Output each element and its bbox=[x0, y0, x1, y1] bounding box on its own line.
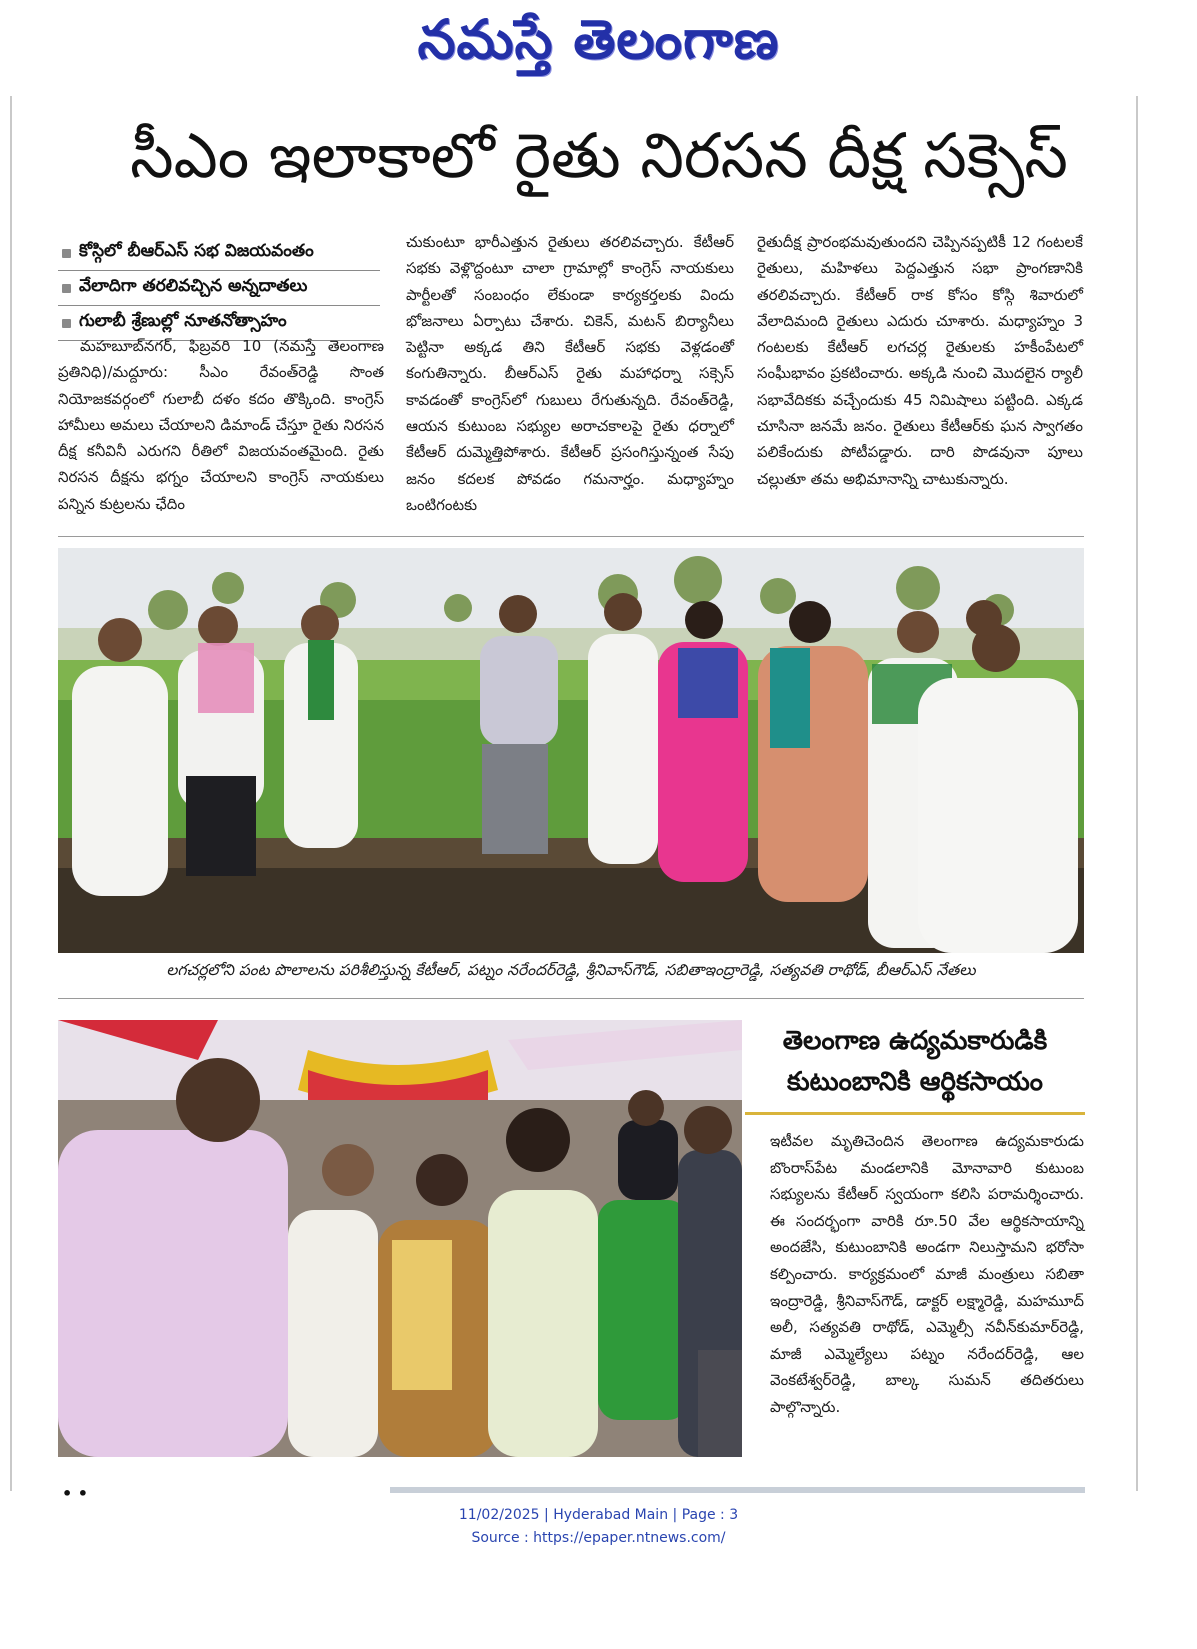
family-visit-photo bbox=[58, 1020, 742, 1457]
right-border-rule bbox=[1136, 96, 1138, 1491]
bullet-square-icon bbox=[62, 249, 71, 258]
sidebar-headline bbox=[745, 1021, 1085, 1103]
article-divider bbox=[58, 536, 1084, 537]
highlight-bullets bbox=[58, 236, 380, 341]
field-inspection-photo bbox=[58, 548, 1084, 953]
highlight-text: కోస్గిలో బీఆర్‌ఎస్ సభ విజయవంతం bbox=[79, 241, 314, 261]
bullet-square-icon bbox=[62, 284, 71, 293]
caption-divider bbox=[58, 998, 1084, 999]
article-column-3: రైతుదీక్ష ప్రారంభమవుతుందని చెప్పినప్పటికీ 12 గంటలకే రైతులు, మహిళలు పెద్దఎత్తున సభా ప్రాంగణానికి తరలివచ్చారు. కేటీఆర్ రాక కోసం కోస్గి శివారులో వేలాదిమంది రైతులు ఎదురు చూశారు. మధ్యాహ్నం 3 గంటలకు కేటీఆర్ లగచర్ల రైతులకు హకీంపేటలో సంఘీభావం ప్రకటించారు. అక్కడి నుంచి మొదలైన ర్యాలీ సభావేదికకు వచ్చేందుకు 45 నిమిషాలు పట్టింది. ఎక్కడ చూసినా జనమే జనం. రైతులు కేటీఆర్‌కు ఘన స్వాగతం పలికేందుకు పోటీపడ్డారు. దారి పొడవునా పూలు చల్లుతూ తమ అభిమానాన్ని చాటుకున్నారు. bbox=[757, 233, 1083, 488]
photo-caption: లగచర్లలోని పంట పొలాలను పరిశీలిస్తున్న కేటీఆర్, పట్నం నరేందర్‌రెడ్డి, శ్రీనివాస్‌గౌడ్, సబితాఇంద్రారెడ్డి, సత్యవతి రాథోడ్, బీఆర్‌ఎస్ నేతలు bbox=[166, 961, 976, 979]
bullet-square-icon bbox=[62, 319, 71, 328]
sidebar-headline-line-1: తెలంగాణ ఉద్యమకారుడికి bbox=[782, 1026, 1048, 1056]
sidebar-accent-rule bbox=[745, 1112, 1085, 1115]
highlight-bullet bbox=[58, 236, 380, 271]
next-photo-strip bbox=[390, 1487, 1085, 1493]
source-link[interactable]: Source : https://epaper.ntnews.com/ bbox=[471, 1530, 726, 1546]
highlight-text: వేలాదిగా తరలివచ్చిన అన్నదాతలు bbox=[79, 276, 308, 296]
sidebar-headline-line-2: కుటుంబానికి ఆర్థికసాయం bbox=[787, 1067, 1043, 1097]
article-column-2: చుకుంటూ భారీఎత్తున రైతులు తరలివచ్చారు. కేటీఆర్ సభకు వెళ్లొద్దంటూ చాలా గ్రామాల్లో కాంగ్రెస్ నాయకులు పార్టీలతో సంబంధం లేకుండా కార్యకర్తలకు విందు భోజనాలు ఏర్పాటు చేశారు. చికెన్, మటన్ బిర్యానీలు పెట్టినా అక్కడ తిని కేటీఆర్ సభకు వెళ్లడంతో కంగుతిన్నారు. బీఆర్‌ఎస్ రైతు మహాధర్నా సక్సెస్ కావడంతో కాంగ్రెస్‌లో గుబులు రేగుతున్నది. రేవంత్‌రెడ్డి, ఆయన కుటుంబ సభ్యుల అరాచకాలపై రైతు ధర్నాలో కేటీఆర్ దుమ్మెత్తిపోశారు. కేటీఆర్ ప్రసంగిస్తున్నంత సేపు జనం కదలక పోవడం గమనార్హం. మధ్యాహ్నం ఒంటిగంటకు bbox=[406, 233, 734, 514]
sidebar-body-text: ఇటీవల మృతిచెందిన తెలంగాణ ఉద్యమకారుడు బొంరాస్‌పేట మండలానికి మోనావారి కుటుంబ సభ్యులను కేటీఆర్ స్వయంగా కలిసి పరామర్శించారు. ఈ సందర్భంగా వారికి రూ.50 వేల ఆర్థికసాయాన్ని అందజేసి, కుటుంబానికి అండగా నిలుస్తామని భరోసా కల్పించారు. కార్యక్రమంలో మాజీ మంత్రులు సబితా ఇంద్రారెడ్డి, శ్రీనివాస్‌గౌడ్, డాక్టర్ లక్ష్మారెడ్డి, మహమూద్ అలీ, సత్యవతి రాథోడ్, ఎమ్మెల్సీ నవీన్‌కుమార్‌రెడ్డి, మాజీ ఎమ్మెల్యేలు పట్నం నరేందర్‌రెడ్డి, ఆల వెంకటేశ్వర్‌రెడ్డి, బాల్క సుమన్ తదితరులు పాల్గొన్నారు. bbox=[770, 1132, 1084, 1416]
highlight-bullet bbox=[58, 271, 380, 306]
main-headline: సీఎం ఇలాకాలో రైతు నిరసన దీక్ష సక్సెస్ bbox=[130, 119, 1068, 192]
edition-info: 11/02/2025 | Hyderabad Main | Page : 3 bbox=[458, 1507, 739, 1523]
masthead-title: నమస్తే తెలంగాణ bbox=[417, 8, 780, 71]
highlight-text: గులాబీ శ్రేణుల్లో నూతనోత్సాహం bbox=[79, 311, 287, 331]
next-article-fragment: • • bbox=[62, 1484, 89, 1503]
left-border-rule bbox=[10, 96, 12, 1491]
article-column-1: మహబూబ్‌నగర్, ఫిబ్రవరి 10 (నమస్తే తెలంగాణ ప్రతినిధి)/మద్దూరు: సీఎం రేవంత్‌రెడ్డి సొంత నియోజకవర్గంలో గులాబీ దళం కదం తొక్కింది. కాంగ్రెస్ హామీలు అమలు చేయాలని డిమాండ్ చేస్తూ రైతు నిరసన దీక్ష కనీవినీ ఎరుగని రీతిలో విజయవంతమైంది. రైతు నిరసన దీక్షను భగ్నం చేయాలని కాంగ్రెస్ నాయకులు పన్నిన కుట్రలను ఛేదిం bbox=[58, 337, 384, 513]
